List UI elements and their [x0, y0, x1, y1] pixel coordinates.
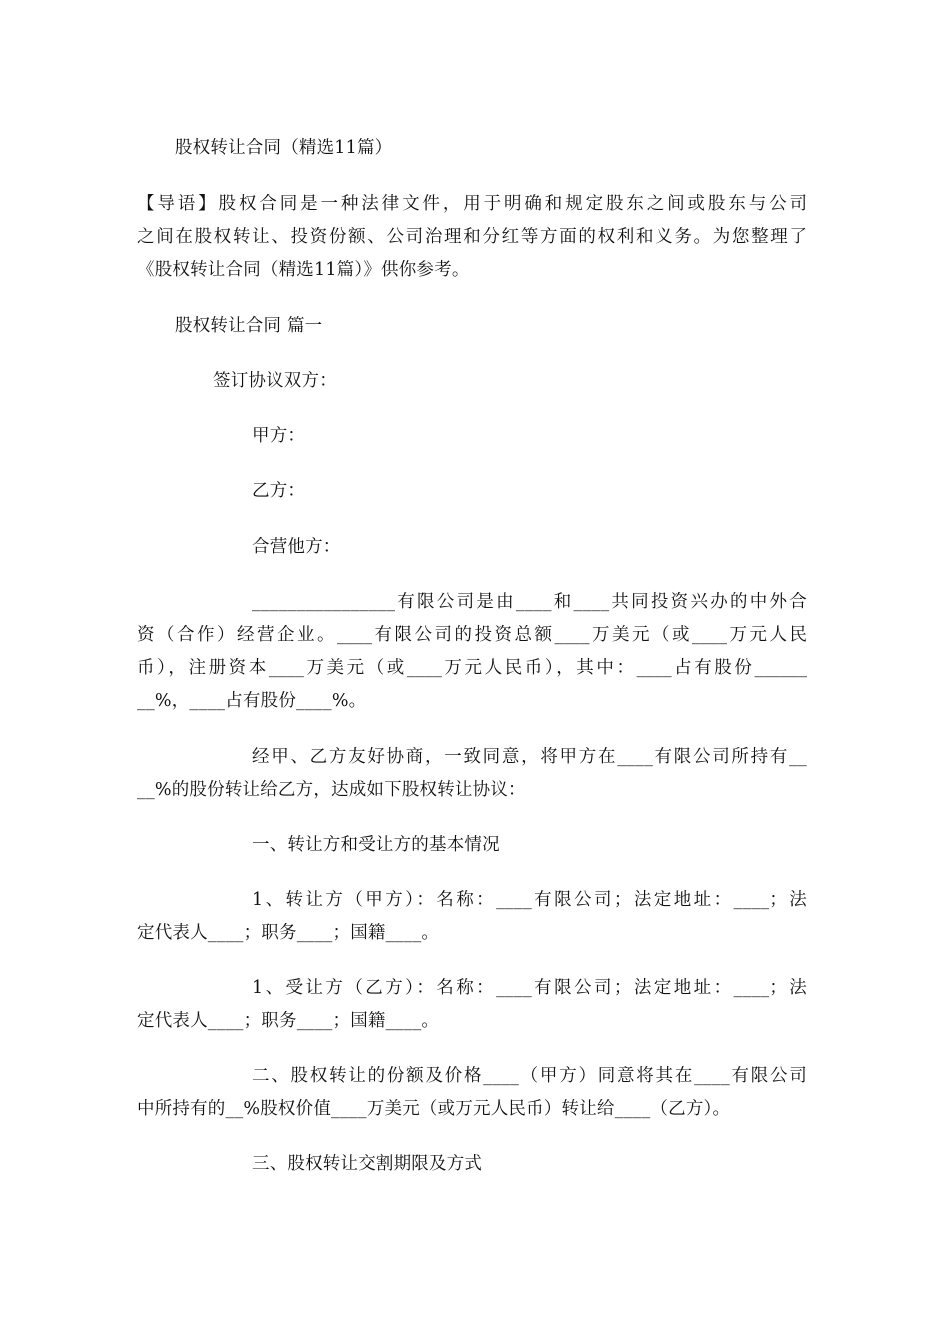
party-a-label: 甲方：	[252, 426, 306, 446]
section-heading: 股权转让合同 篇一	[175, 316, 323, 336]
document-title: 股权转让合同（精选11篇）	[175, 138, 393, 158]
company-paragraph-line-4: __%，____占有股份____%。	[137, 691, 367, 711]
clause-2-line-2: 中所持有的__%股权价值____万美元（或万元人民币）转让给____（乙方）。	[137, 1099, 731, 1119]
agreement-paragraph-line-1: 经甲、乙方友好协商，一致同意，将甲方在____有限公司所持有__	[252, 747, 807, 767]
clause-1-transferee-line-2: 定代表人____；职务____；国籍____。	[137, 1011, 440, 1031]
clause-1-transferee-line-1: 1、受让方（乙方）：名称：____有限公司；法定地址：____；法	[252, 978, 807, 998]
intro-line-1: 【导语】股权合同是一种法律文件，用于明确和规定股东之间或股东与公司	[137, 194, 807, 214]
company-paragraph-line-1: ________________有限公司是由____和____共同投资兴办的中外合	[252, 592, 807, 612]
intro-line-2: 之间在股权转让、投资份额、公司治理和分红等方面的权利和义务。为您整理了	[137, 227, 807, 247]
parties-heading: 签订协议双方：	[213, 371, 337, 391]
other-party-label: 合营他方：	[252, 537, 341, 557]
company-paragraph-line-2: 资（合作）经营企业。____有限公司的投资总额____万美元（或____万元人民	[137, 625, 807, 645]
clause-3-heading: 三、股权转让交割期限及方式	[252, 1154, 483, 1174]
party-b-label: 乙方：	[252, 481, 306, 501]
company-paragraph-line-3: 币），注册资本____万美元（或____万元人民币），其中：____占有股份______	[137, 658, 807, 678]
clause-1-transferor-line-1: 1、转让方（甲方）：名称：____有限公司；法定地址：____；法	[252, 890, 807, 910]
clause-1-heading: 一、转让方和受让方的基本情况	[252, 835, 500, 855]
intro-line-3: 《股权转让合同（精选11篇）》供你参考。	[137, 260, 470, 280]
clause-2-line-1: 二、股权转让的份额及价格____（甲方）同意将其在____有限公司	[252, 1066, 807, 1086]
agreement-paragraph-line-2: __%的股份转让给乙方，达成如下股权转让协议：	[137, 780, 526, 800]
clause-1-transferor-line-2: 定代表人____；职务____；国籍____。	[137, 923, 440, 943]
